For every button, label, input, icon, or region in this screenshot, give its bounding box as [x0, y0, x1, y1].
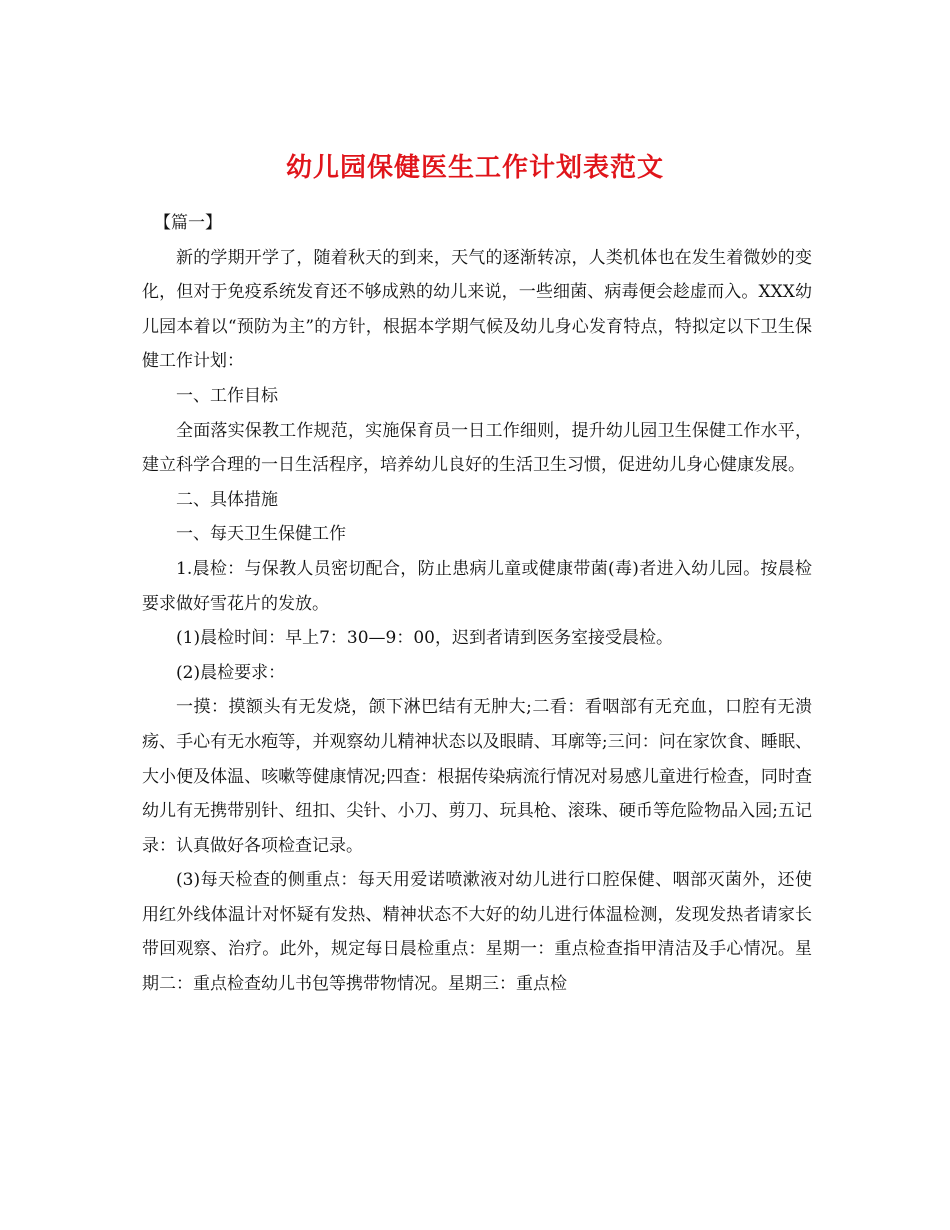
work-goals-paragraph: 全面落实保教工作规范，实施保育员一日工作细则，提升幼儿园卫生保健工作水平，建立科学合理的一日生活程序，培养幼儿良好的生活卫生习惯，促进幼儿身心健康发展。 [142, 420, 812, 476]
heading-daily-health-work: 一、每天卫生保健工作 [176, 524, 346, 545]
morning-check-requirements-paragraph: 一摸：摸额头有无发烧，颌下淋巴结有无肿大;二看：看咽部有无充血，口腔有无溃疡、手心有无水疱等，并观察幼儿精神状态以及眼睛、耳廓等;三问：问在家饮食、睡眠、大小便及体温、咳嗽等健康情况;四查：根据传染病流行情况对易感儿童进行检查，同时查幼儿有无携带别针、纽扣、尖针、小刀、剪刀、玩具枪、滚珠、硬币等危险物品入园;五记录：认真做好各项检查记录。 [142, 697, 812, 856]
document-title: 幼儿园保健医生工作计划表范文 [285, 153, 664, 184]
heading-specific-measures: 二、具体措施 [176, 489, 278, 510]
morning-check-paragraph: 1.晨检：与保教人员密切配合，防止患病儿童或健康带菌(毒)者进入幼儿园。按晨检要求做好雪花片的发放。 [142, 558, 812, 614]
section-heading-part-one: 【篇一】 [154, 213, 222, 233]
daily-check-focus-paragraph: (3)每天检查的侧重点：每天用爱诺喷漱液对幼儿进行口腔保健、咽部灭菌外，还使用红外线体温计对怀疑有发热、精神状态不大好的幼儿进行体温检测，发现发热者请家长带回观察、治疗。此外，规定每日晨检重点：星期一：重点检查指甲清洁及手心情况。星期二：重点检查幼儿书包等携带物情况。星期三：重点检 [142, 870, 812, 995]
morning-check-time: (1)晨检时间：早上7：30—9：00，迟到者请到医务室接受晨检。 [176, 628, 673, 649]
heading-work-goals: 一、工作目标 [176, 385, 278, 406]
morning-check-requirements-heading: (2)晨检要求： [176, 662, 286, 683]
document-body [142, 206, 812, 1002]
intro-paragraph: 新的学期开学了，随着秋天的到来，天气的逐渐转凉，人类机体也在发生着微妙的变化，但对于免疫系统发育还不够成熟的幼儿来说，一些细菌、病毒便会趁虚而入。XXX幼儿园本着以“预防为主”的方针，根据本学期气候及幼儿身心发育特点，特拟定以下卫生保健工作计划： [142, 247, 812, 372]
